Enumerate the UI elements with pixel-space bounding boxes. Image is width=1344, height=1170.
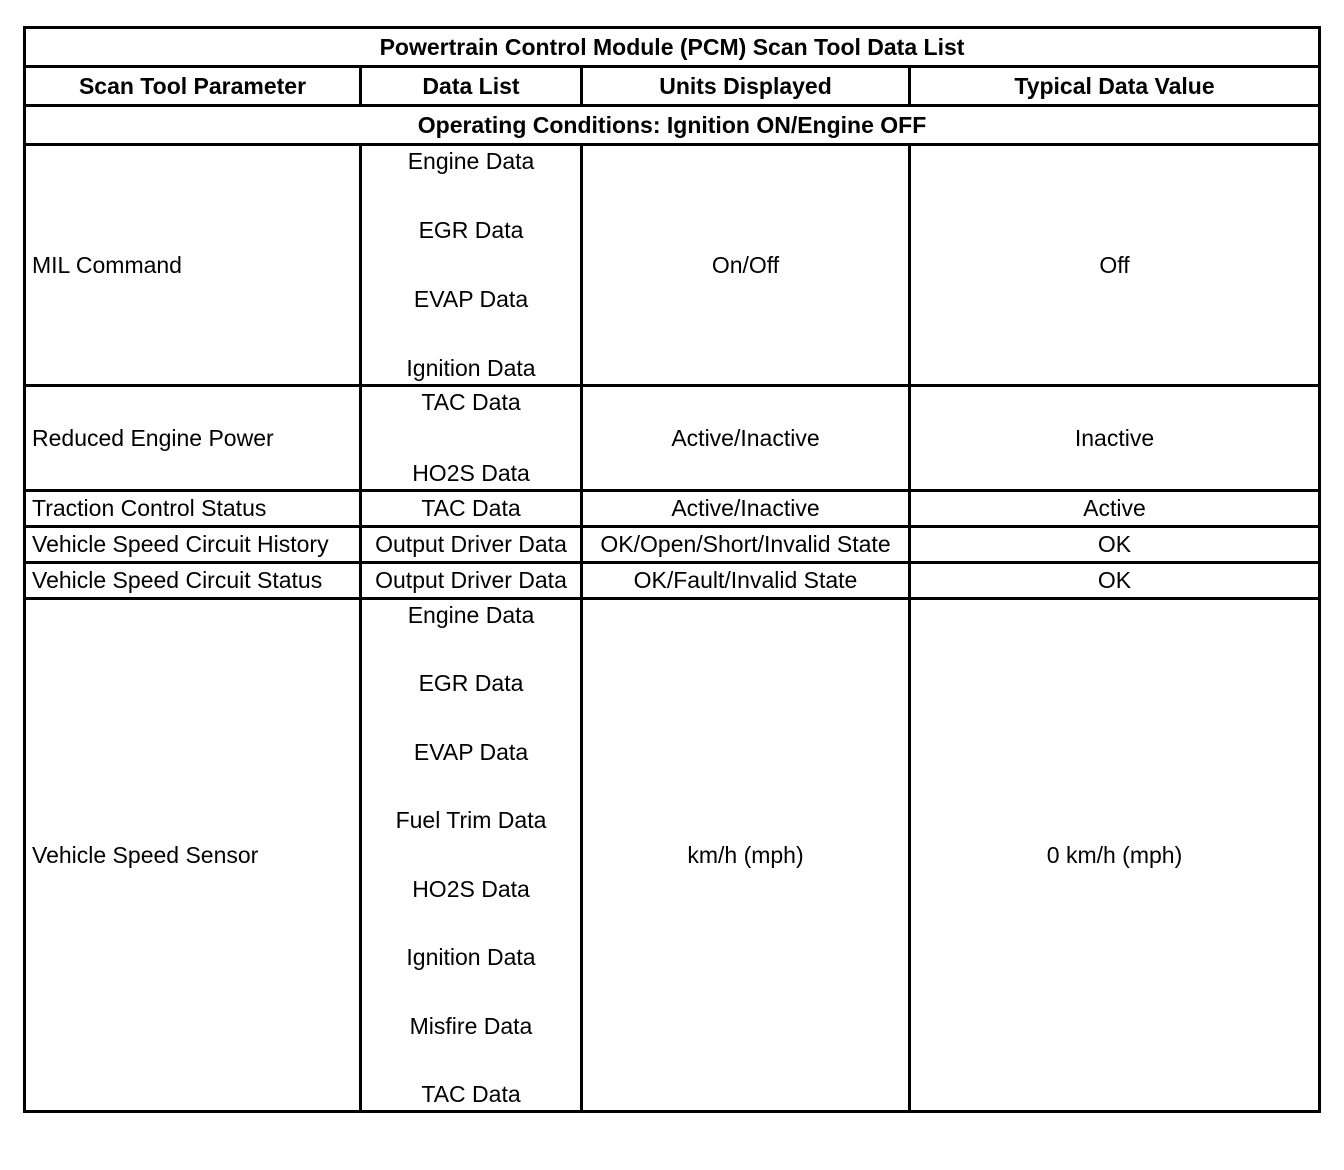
table-row xyxy=(25,599,1320,1112)
header-parameter: Scan Tool Parameter xyxy=(25,67,361,106)
units-cell: km/h (mph) xyxy=(582,599,910,1112)
data-list-item: EVAP Data xyxy=(413,286,529,312)
data-list-item: Engine Data xyxy=(407,148,535,174)
parameter-cell: MIL Command xyxy=(25,145,361,386)
data-list-item: HO2S Data xyxy=(412,460,530,486)
table-row xyxy=(25,527,1320,563)
data-list-cell: Output Driver Data xyxy=(361,563,582,599)
parameter-cell: Vehicle Speed Circuit Status xyxy=(25,563,361,599)
data-list-item: EGR Data xyxy=(418,217,524,243)
table-row xyxy=(25,386,1320,491)
data-list-cell xyxy=(361,599,582,1112)
data-list-cell: TAC Data xyxy=(361,491,582,527)
typical-value-cell: 0 km/h (mph) xyxy=(910,599,1320,1112)
parameter-cell: Reduced Engine Power xyxy=(25,386,361,491)
operating-conditions: Operating Conditions: Ignition ON/Engine OFF xyxy=(25,106,1320,145)
units-cell: OK/Open/Short/Invalid State xyxy=(582,527,910,563)
parameter-cell: Traction Control Status xyxy=(25,491,361,527)
table-title: Powertrain Control Module (PCM) Scan Tool Data List xyxy=(25,28,1320,67)
data-list-cell xyxy=(361,145,582,386)
data-list-item: Ignition Data xyxy=(406,944,536,971)
data-list-item: Engine Data xyxy=(407,602,535,628)
data-list-item: TAC Data xyxy=(421,1080,521,1107)
pcm-data-table xyxy=(23,26,1321,1113)
header-units: Units Displayed xyxy=(582,67,910,106)
units-cell: Active/Inactive xyxy=(582,386,910,491)
typical-value-cell: Active xyxy=(910,491,1320,527)
typical-value-cell: Inactive xyxy=(910,386,1320,491)
data-list-item: TAC Data xyxy=(421,389,521,415)
units-cell: OK/Fault/Invalid State xyxy=(582,563,910,599)
header-typical-value: Typical Data Value xyxy=(910,67,1320,106)
data-list-cell: Output Driver Data xyxy=(361,527,582,563)
data-list-item: EGR Data xyxy=(418,670,524,697)
typical-value-cell: Off xyxy=(910,145,1320,386)
parameter-cell: Vehicle Speed Sensor xyxy=(25,599,361,1112)
units-cell: On/Off xyxy=(582,145,910,386)
parameter-cell: Vehicle Speed Circuit History xyxy=(25,527,361,563)
data-list-item: HO2S Data xyxy=(412,875,530,902)
table-row xyxy=(25,563,1320,599)
units-cell: Active/Inactive xyxy=(582,491,910,527)
data-list-item: Fuel Trim Data xyxy=(395,807,547,834)
data-list-item: Misfire Data xyxy=(409,1012,533,1039)
table-row xyxy=(25,491,1320,527)
header-data-list: Data List xyxy=(361,67,582,106)
data-list-cell xyxy=(361,386,582,491)
typical-value-cell: OK xyxy=(910,527,1320,563)
table-row xyxy=(25,145,1320,386)
typical-value-cell: OK xyxy=(910,563,1320,599)
data-list-item: Ignition Data xyxy=(406,355,536,381)
data-list-item: EVAP Data xyxy=(413,738,529,765)
